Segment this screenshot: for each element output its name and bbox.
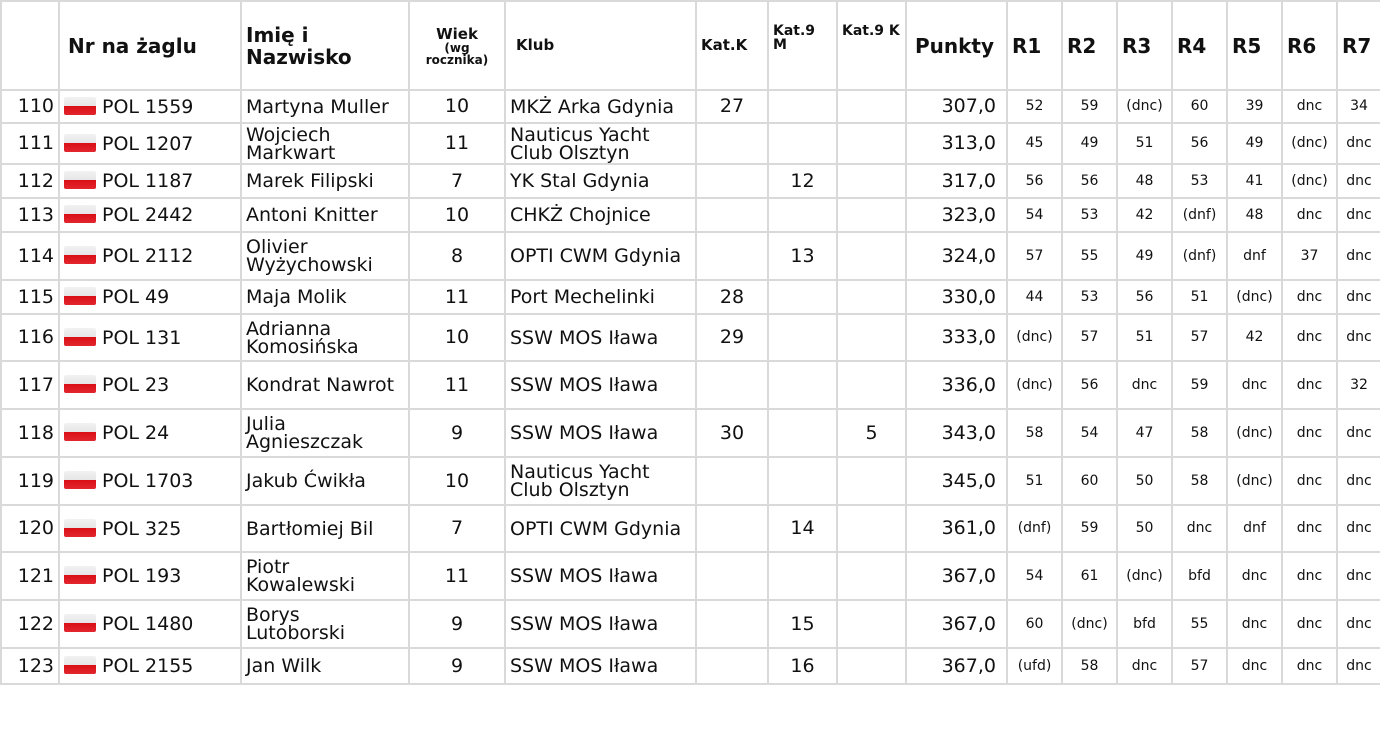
race-r4-cell: 57 <box>1172 648 1227 684</box>
position-cell: 119 <box>1 457 59 505</box>
points-cell: 323,0 <box>906 198 1007 232</box>
age-cell: 10 <box>409 457 505 505</box>
race-r5-cell: 39 <box>1227 90 1282 123</box>
race-r6-cell: dnc <box>1282 552 1337 600</box>
name-cell: Jakub Ćwikła <box>241 457 409 505</box>
race-r5-cell: dnc <box>1227 552 1282 600</box>
sail-number-text: POL 193 <box>102 565 182 587</box>
header-row <box>1 1 1380 90</box>
race-r1-cell: 54 <box>1007 552 1062 600</box>
sail-number-text: POL 2112 <box>102 245 194 267</box>
race-r6-cell: dnc <box>1282 409 1337 457</box>
kat-9k-cell <box>837 552 906 600</box>
race-r4-cell: 57 <box>1172 314 1227 361</box>
race-r2-cell: 55 <box>1062 232 1117 280</box>
table-row <box>1 232 1380 280</box>
age-cell: 9 <box>409 600 505 648</box>
race-r4-cell: (dnf) <box>1172 198 1227 232</box>
name-cell: Piotr Kowalewski <box>241 552 409 600</box>
kat-9m-cell <box>768 280 837 314</box>
kat-k-cell <box>696 505 768 552</box>
race-r1-cell: 52 <box>1007 90 1062 123</box>
club-cell: SSW MOS Iława <box>505 409 696 457</box>
poland-flag-icon <box>64 171 96 189</box>
sail-number-cell <box>59 123 241 164</box>
poland-flag-icon <box>64 566 96 584</box>
position-cell: 113 <box>1 198 59 232</box>
race-r5-cell: dnf <box>1227 505 1282 552</box>
table-row <box>1 409 1380 457</box>
race-r7-cell: dnc <box>1337 164 1380 198</box>
table-row <box>1 552 1380 600</box>
race-r1-cell: 54 <box>1007 198 1062 232</box>
points-cell: 361,0 <box>906 505 1007 552</box>
kat-9m-cell: 15 <box>768 600 837 648</box>
race-r5-cell: 48 <box>1227 198 1282 232</box>
sail-number-text: POL 1480 <box>102 613 194 635</box>
race-r4-cell: 55 <box>1172 600 1227 648</box>
race-r3-cell: 42 <box>1117 198 1172 232</box>
race-r6-cell: (dnc) <box>1282 164 1337 198</box>
kat-9k-cell <box>837 90 906 123</box>
points-cell: 345,0 <box>906 457 1007 505</box>
race-r3-cell: 49 <box>1117 232 1172 280</box>
kat-k-cell <box>696 198 768 232</box>
sail-number-text: POL 23 <box>102 374 170 396</box>
sail-number-cell <box>59 648 241 684</box>
sail-number-text: POL 2155 <box>102 655 194 677</box>
club-cell: SSW MOS Iława <box>505 552 696 600</box>
race-r4-cell: (dnf) <box>1172 232 1227 280</box>
sail-number-cell <box>59 280 241 314</box>
position-cell: 123 <box>1 648 59 684</box>
race-r1-cell: (dnc) <box>1007 361 1062 409</box>
position-cell: 121 <box>1 552 59 600</box>
poland-flag-icon <box>64 134 96 152</box>
kat-9k-cell <box>837 280 906 314</box>
race-r1-cell: 56 <box>1007 164 1062 198</box>
race-r7-cell: dnc <box>1337 280 1380 314</box>
name-cell: Bartłomiej Bil <box>241 505 409 552</box>
race-r1-cell: 60 <box>1007 600 1062 648</box>
position-cell: 110 <box>1 90 59 123</box>
kat-k-cell <box>696 232 768 280</box>
kat-9k-cell <box>837 232 906 280</box>
sail-number-cell <box>59 505 241 552</box>
sail-number-cell <box>59 361 241 409</box>
kat-9m-cell: 12 <box>768 164 837 198</box>
race-r6-cell: dnc <box>1282 361 1337 409</box>
race-r1-cell: 45 <box>1007 123 1062 164</box>
name-cell: Julia Agnieszczak <box>241 409 409 457</box>
race-r2-cell: 56 <box>1062 164 1117 198</box>
table-row <box>1 457 1380 505</box>
kat-9k-cell: 5 <box>837 409 906 457</box>
kat-9m-cell <box>768 90 837 123</box>
points-cell: 333,0 <box>906 314 1007 361</box>
name-cell: Marek Filipski <box>241 164 409 198</box>
poland-flag-icon <box>64 519 96 537</box>
race-r6-cell: dnc <box>1282 314 1337 361</box>
table-row <box>1 314 1380 361</box>
sail-number-text: POL 325 <box>102 517 182 540</box>
table-row <box>1 90 1380 123</box>
race-r5-cell: dnf <box>1227 232 1282 280</box>
race-r1-cell: 57 <box>1007 232 1062 280</box>
points-cell: 307,0 <box>906 90 1007 123</box>
name-cell: Olivier Wyżychowski <box>241 232 409 280</box>
points-cell: 343,0 <box>906 409 1007 457</box>
race-r7-cell: dnc <box>1337 232 1380 280</box>
points-cell: 324,0 <box>906 232 1007 280</box>
kat-k-cell: 30 <box>696 409 768 457</box>
club-cell: SSW MOS Iława <box>505 600 696 648</box>
club-cell: Port Mechelinki <box>505 280 696 314</box>
race-r6-cell: dnc <box>1282 457 1337 505</box>
sail-number-text: POL 1187 <box>102 170 194 192</box>
sail-number-cell <box>59 409 241 457</box>
poland-flag-icon <box>64 287 96 305</box>
kat-9k-cell <box>837 505 906 552</box>
points-cell: 317,0 <box>906 164 1007 198</box>
race-r3-cell: dnc <box>1117 361 1172 409</box>
age-cell: 11 <box>409 280 505 314</box>
table-row <box>1 164 1380 198</box>
kat-9k-cell <box>837 648 906 684</box>
race-r2-cell: 54 <box>1062 409 1117 457</box>
race-r3-cell: (dnc) <box>1117 552 1172 600</box>
sail-number-cell <box>59 90 241 123</box>
header-r5: R5 <box>1227 1 1282 90</box>
race-r6-cell: dnc <box>1282 198 1337 232</box>
race-r4-cell: 58 <box>1172 409 1227 457</box>
race-r4-cell: 58 <box>1172 457 1227 505</box>
kat-9k-cell <box>837 123 906 164</box>
table-row <box>1 123 1380 164</box>
name-cell: Adrianna Komosińska <box>241 314 409 361</box>
kat-k-cell: 29 <box>696 314 768 361</box>
age-cell: 10 <box>409 90 505 123</box>
race-r7-cell: 34 <box>1337 90 1380 123</box>
poland-flag-icon <box>64 97 96 115</box>
race-r7-cell: dnc <box>1337 648 1380 684</box>
poland-flag-icon <box>64 205 96 223</box>
age-cell: 7 <box>409 164 505 198</box>
race-r3-cell: 47 <box>1117 409 1172 457</box>
race-r7-cell: dnc <box>1337 123 1380 164</box>
race-r2-cell: 56 <box>1062 361 1117 409</box>
kat-k-cell <box>696 648 768 684</box>
sail-number-cell <box>59 232 241 280</box>
kat-9m-cell: 16 <box>768 648 837 684</box>
kat-9m-cell <box>768 457 837 505</box>
kat-9m-cell <box>768 552 837 600</box>
race-r4-cell: 56 <box>1172 123 1227 164</box>
kat-k-cell <box>696 164 768 198</box>
position-cell: 114 <box>1 232 59 280</box>
poland-flag-icon <box>64 423 96 441</box>
header-age <box>409 1 505 90</box>
race-r5-cell: 41 <box>1227 164 1282 198</box>
age-cell: 7 <box>409 505 505 552</box>
club-cell: SSW MOS Iława <box>505 361 696 409</box>
sail-number-cell <box>59 457 241 505</box>
sail-number-text: POL 24 <box>102 422 170 444</box>
race-r2-cell: 49 <box>1062 123 1117 164</box>
kat-9m-cell <box>768 361 837 409</box>
club-cell: Nauticus Yacht Club Olsztyn <box>505 123 696 164</box>
poland-flag-icon <box>64 614 96 632</box>
race-r2-cell: 61 <box>1062 552 1117 600</box>
sail-number-text: POL 49 <box>102 286 170 308</box>
header-r7: R7 <box>1337 1 1380 90</box>
club-cell: Nauticus Yacht Club Olsztyn <box>505 457 696 505</box>
kat-9k-cell <box>837 361 906 409</box>
race-r4-cell: 53 <box>1172 164 1227 198</box>
race-r5-cell: 42 <box>1227 314 1282 361</box>
kat-k-cell <box>696 361 768 409</box>
age-cell: 9 <box>409 648 505 684</box>
position-cell: 120 <box>1 505 59 552</box>
race-r1-cell: 44 <box>1007 280 1062 314</box>
race-r1-cell: (ufd) <box>1007 648 1062 684</box>
results-body <box>1 90 1380 684</box>
age-cell: 10 <box>409 314 505 361</box>
points-cell: 367,0 <box>906 648 1007 684</box>
header-kat-k: Kat.K <box>696 1 768 90</box>
kat-k-cell <box>696 600 768 648</box>
header-r6: R6 <box>1282 1 1337 90</box>
table-row <box>1 280 1380 314</box>
poland-flag-icon <box>64 471 96 489</box>
header-points: Punkty <box>906 1 1007 90</box>
race-r3-cell: 51 <box>1117 123 1172 164</box>
race-r2-cell: 58 <box>1062 648 1117 684</box>
race-r4-cell: 60 <box>1172 90 1227 123</box>
race-r5-cell: 49 <box>1227 123 1282 164</box>
race-r4-cell: 59 <box>1172 361 1227 409</box>
kat-k-cell <box>696 552 768 600</box>
race-r7-cell: dnc <box>1337 198 1380 232</box>
kat-9m-cell <box>768 409 837 457</box>
sail-number-cell <box>59 164 241 198</box>
race-r6-cell: dnc <box>1282 600 1337 648</box>
header-r1: R1 <box>1007 1 1062 90</box>
race-r7-cell: dnc <box>1337 314 1380 361</box>
race-r5-cell: (dnc) <box>1227 280 1282 314</box>
age-cell: 8 <box>409 232 505 280</box>
race-r6-cell: dnc <box>1282 280 1337 314</box>
points-cell: 367,0 <box>906 600 1007 648</box>
sail-number-cell <box>59 552 241 600</box>
race-r5-cell: dnc <box>1227 600 1282 648</box>
race-r3-cell: 50 <box>1117 457 1172 505</box>
club-cell: MKŻ Arka Gdynia <box>505 90 696 123</box>
club-cell: OPTI CWM Gdynia <box>505 505 696 552</box>
points-cell: 313,0 <box>906 123 1007 164</box>
race-r2-cell: 60 <box>1062 457 1117 505</box>
race-r6-cell: dnc <box>1282 90 1337 123</box>
race-r6-cell: dnc <box>1282 505 1337 552</box>
race-r2-cell: 57 <box>1062 314 1117 361</box>
header-r2: R2 <box>1062 1 1117 90</box>
race-r7-cell: dnc <box>1337 600 1380 648</box>
race-r6-cell: dnc <box>1282 648 1337 684</box>
sail-number-text: POL 1559 <box>102 95 194 118</box>
header-kat-9k: Kat.9 K <box>837 1 906 90</box>
kat-k-cell: 27 <box>696 90 768 123</box>
header-age-sub: (wg rocznika) <box>425 40 489 67</box>
name-cell: Jan Wilk <box>241 648 409 684</box>
header-r3: R3 <box>1117 1 1172 90</box>
race-r3-cell: 50 <box>1117 505 1172 552</box>
race-r1-cell: (dnf) <box>1007 505 1062 552</box>
race-r7-cell: 32 <box>1337 361 1380 409</box>
table-row <box>1 198 1380 232</box>
kat-9m-cell: 13 <box>768 232 837 280</box>
position-cell: 112 <box>1 164 59 198</box>
header-r4: R4 <box>1172 1 1227 90</box>
kat-9m-cell <box>768 123 837 164</box>
race-r3-cell: 56 <box>1117 280 1172 314</box>
name-cell: Maja Molik <box>241 280 409 314</box>
race-r6-cell: (dnc) <box>1282 123 1337 164</box>
points-cell: 336,0 <box>906 361 1007 409</box>
kat-9k-cell <box>837 164 906 198</box>
race-r3-cell: 48 <box>1117 164 1172 198</box>
race-r5-cell: (dnc) <box>1227 409 1282 457</box>
sail-number-text: POL 131 <box>102 326 182 349</box>
race-r7-cell: dnc <box>1337 409 1380 457</box>
sail-number-text: POL 1207 <box>102 132 194 155</box>
header-sail-number: Nr na żaglu <box>59 1 241 90</box>
sail-number-text: POL 1703 <box>102 470 194 492</box>
race-r5-cell: dnc <box>1227 648 1282 684</box>
race-r3-cell: dnc <box>1117 648 1172 684</box>
sail-number-cell <box>59 600 241 648</box>
position-cell: 115 <box>1 280 59 314</box>
table-row <box>1 648 1380 684</box>
kat-9m-cell <box>768 198 837 232</box>
race-r3-cell: 51 <box>1117 314 1172 361</box>
race-r1-cell: (dnc) <box>1007 314 1062 361</box>
header-position <box>1 1 59 90</box>
age-cell: 9 <box>409 409 505 457</box>
table-row <box>1 600 1380 648</box>
race-r3-cell: (dnc) <box>1117 90 1172 123</box>
age-cell: 10 <box>409 198 505 232</box>
club-cell: OPTI CWM Gdynia <box>505 232 696 280</box>
poland-flag-icon <box>64 656 96 674</box>
age-cell: 11 <box>409 552 505 600</box>
club-cell: SSW MOS Iława <box>505 314 696 361</box>
race-r2-cell: 59 <box>1062 90 1117 123</box>
position-cell: 116 <box>1 314 59 361</box>
kat-k-cell <box>696 123 768 164</box>
name-cell: Martyna Muller <box>241 90 409 123</box>
kat-9k-cell <box>837 314 906 361</box>
race-r7-cell: dnc <box>1337 457 1380 505</box>
age-cell: 11 <box>409 361 505 409</box>
table-row <box>1 505 1380 552</box>
name-cell: Borys Lutoborski <box>241 600 409 648</box>
race-r7-cell: dnc <box>1337 505 1380 552</box>
position-cell: 118 <box>1 409 59 457</box>
header-club: Klub <box>505 1 696 90</box>
sail-number-text: POL 2442 <box>102 204 194 226</box>
race-r2-cell: 59 <box>1062 505 1117 552</box>
points-cell: 330,0 <box>906 280 1007 314</box>
poland-flag-icon <box>64 246 96 264</box>
club-cell: YK Stal Gdynia <box>505 164 696 198</box>
race-r2-cell: 53 <box>1062 280 1117 314</box>
name-cell: Wojciech Markwart <box>241 123 409 164</box>
race-r3-cell: bfd <box>1117 600 1172 648</box>
race-r5-cell: dnc <box>1227 361 1282 409</box>
club-cell: SSW MOS Iława <box>505 648 696 684</box>
race-r4-cell: dnc <box>1172 505 1227 552</box>
position-cell: 117 <box>1 361 59 409</box>
race-r2-cell: (dnc) <box>1062 600 1117 648</box>
kat-k-cell: 28 <box>696 280 768 314</box>
poland-flag-icon <box>64 375 96 393</box>
name-cell: Antoni Knitter <box>241 198 409 232</box>
race-r2-cell: 53 <box>1062 198 1117 232</box>
kat-k-cell <box>696 457 768 505</box>
kat-9m-cell: 14 <box>768 505 837 552</box>
position-cell: 122 <box>1 600 59 648</box>
club-cell: CHKŻ Chojnice <box>505 198 696 232</box>
race-r6-cell: 37 <box>1282 232 1337 280</box>
age-cell: 11 <box>409 123 505 164</box>
kat-9k-cell <box>837 198 906 232</box>
race-r5-cell: (dnc) <box>1227 457 1282 505</box>
race-r4-cell: 51 <box>1172 280 1227 314</box>
header-age-label: Wiek <box>436 24 478 43</box>
position-cell: 111 <box>1 123 59 164</box>
race-r7-cell: dnc <box>1337 552 1380 600</box>
header-name: Imię i Nazwisko <box>241 1 409 90</box>
poland-flag-icon <box>64 328 96 346</box>
sail-number-cell <box>59 198 241 232</box>
race-r4-cell: bfd <box>1172 552 1227 600</box>
points-cell: 367,0 <box>906 552 1007 600</box>
kat-9k-cell <box>837 457 906 505</box>
kat-9m-cell <box>768 314 837 361</box>
kat-9k-cell <box>837 600 906 648</box>
name-cell: Kondrat Nawrot <box>241 361 409 409</box>
race-r1-cell: 58 <box>1007 409 1062 457</box>
race-r1-cell: 51 <box>1007 457 1062 505</box>
sail-number-cell <box>59 314 241 361</box>
header-kat-9m: Kat.9 M <box>768 1 837 90</box>
table-row <box>1 361 1380 409</box>
